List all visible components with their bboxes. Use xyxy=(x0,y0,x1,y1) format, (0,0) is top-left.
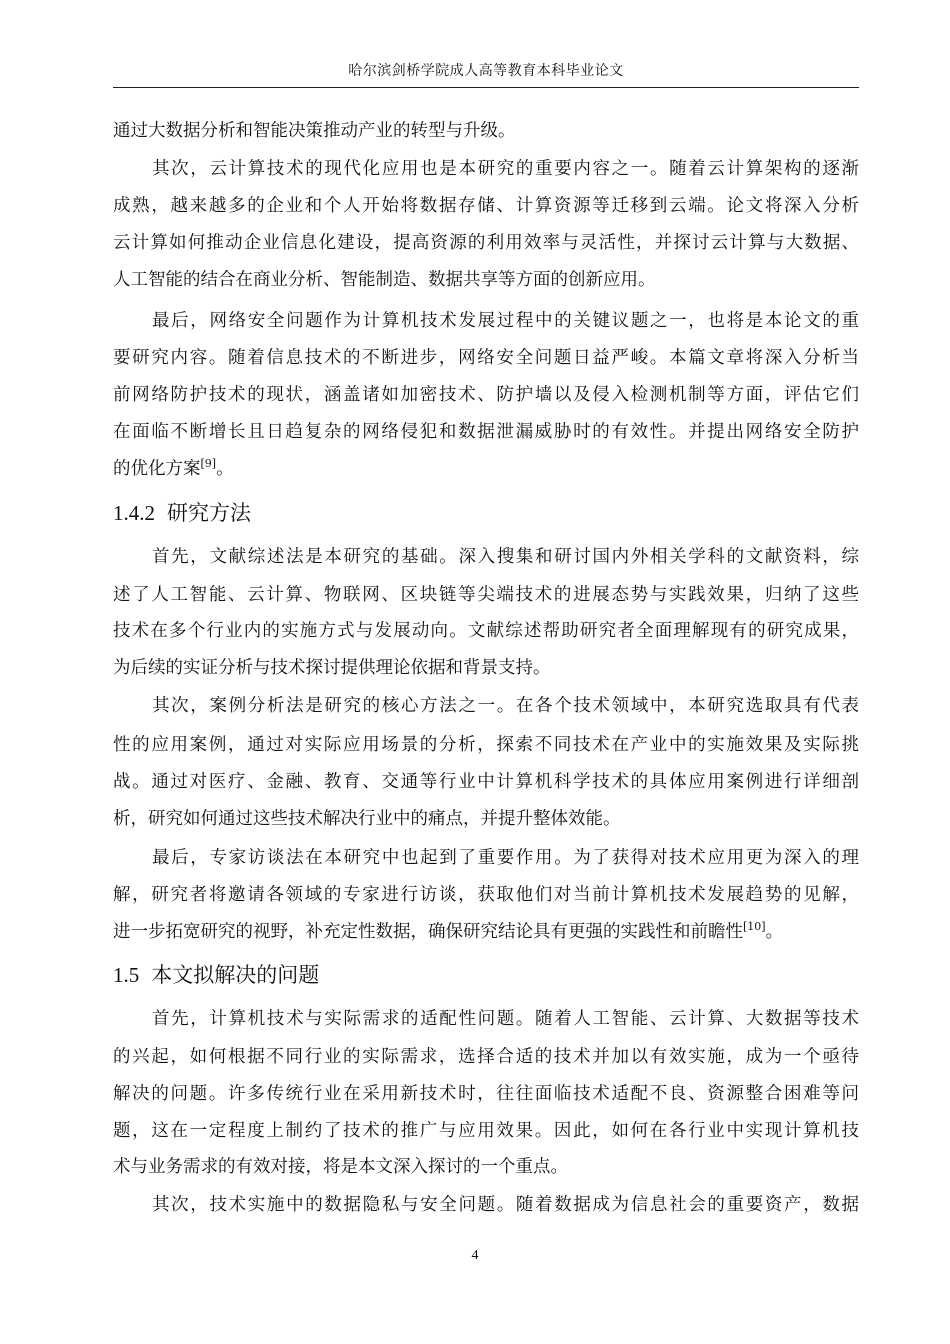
line-end: 。 xyxy=(216,459,234,479)
text-line: 在面临不断增长且日趋复杂的网络侵犯和数据泄漏威胁时的有效性。并提出网络安全防护 xyxy=(113,422,859,442)
text-line: 成熟，越来越多的企业和个人开始将数据存储、计算资源等迁移到云端。论文将深入分析 xyxy=(113,196,859,216)
text-line: 析，研究如何通过这些技术解决行业中的痛点，并提升整体效能。 xyxy=(113,809,621,829)
line-text: 进一步拓宽研究的视野，补充定性数据，确保研究结论具有更强的实践性和前瞻性 xyxy=(113,922,743,942)
text-line: 最后，网络安全问题作为计算机技术发展过程中的关键议题之一，也将是本论文的重 xyxy=(152,311,859,331)
text-line: 的兴起，如何根据不同行业的实际需求，选择合适的技术并加以有效实施，成为一个亟待 xyxy=(113,1047,859,1067)
text-line: 云计算如何推动企业信息化建设，提高资源的利用效率与灵活性，并探讨云计算与大数据、 xyxy=(113,233,859,253)
text-line: 解，研究者将邀请各领域的专家进行访谈，获取他们对当前计算机技术发展趋势的见解， xyxy=(113,885,859,905)
page-number: 4 xyxy=(471,1248,479,1263)
section-title: 本文拟解决的问题 xyxy=(151,963,320,987)
section-heading xyxy=(113,500,251,526)
section-number: 1.5 xyxy=(113,963,140,987)
running-header: 哈尔滨剑桥学院成人高等教育本科毕业论文 xyxy=(348,63,624,79)
text-line: 解决的问题。许多传统行业在采用新技术时，往往面临技术适配不良、资源整合困难等问 xyxy=(113,1084,859,1104)
text-line xyxy=(113,458,859,480)
line-end: 。 xyxy=(765,922,784,942)
text-line: 人工智能的结合在商业分析、智能制造、数据共享等方面的创新应用。 xyxy=(113,270,656,290)
text-line: 技术在多个行业内的实施方式与发展动向。文献综述帮助研究者全面理解现有的研究成果， xyxy=(113,621,859,641)
text-line: 通过大数据分析和智能决策推动产业的转型与升级。 xyxy=(113,121,516,141)
text-line: 性的应用案例，通过对实际应用场景的分析，探索不同技术在产业中的实施效果及实际挑 xyxy=(113,735,859,755)
line-text: 的优化方案 xyxy=(113,459,201,479)
text-line: 为后续的实证分析与技术探讨提供理论依据和背景支持。 xyxy=(113,658,551,678)
text-line xyxy=(113,921,859,943)
text-line: 最后，专家访谈法在本研究中也起到了重要作用。为了获得对技术应用更为深入的理 xyxy=(152,848,859,868)
citation: [9] xyxy=(200,457,217,471)
text-line: 其次，云计算技术的现代化应用也是本研究的重要内容之一。随着云计算架构的逐渐 xyxy=(152,159,859,179)
text-line: 首先，文献综述法是本研究的基础。深入搜集和研讨国内外相关学科的文献资料，综 xyxy=(152,547,859,567)
text-line: 题，这在一定程度上制约了技术的推广与应用效果。因此，如何在各行业中实现计算机技 xyxy=(113,1121,859,1141)
section-heading xyxy=(113,962,319,988)
text-line: 其次，案例分析法是研究的核心方法之一。在各个技术领域中，本研究选取具有代表 xyxy=(152,696,859,716)
section-number: 1.4.2 xyxy=(113,501,155,525)
text-line: 要研究内容。随着信息技术的不断进步，网络安全问题日益严峻。本篇文章将深入分析当 xyxy=(113,348,859,368)
text-line: 战。通过对医疗、金融、教育、交通等行业中计算机科学技术的具体应用案例进行详细剖 xyxy=(113,772,859,792)
header-rule xyxy=(113,87,859,88)
text-line: 首先，计算机技术与实际需求的适配性问题。随着人工智能、云计算、大数据等技术 xyxy=(152,1009,859,1029)
text-line: 前网络防护技术的现状，涵盖诸如加密技术、防护墙以及侵入检测机制等方面，评估它们 xyxy=(113,385,859,405)
text-line: 述了人工智能、云计算、物联网、区块链等尖端技术的进展态势与实践效果，归纳了这些 xyxy=(113,585,859,605)
text-line: 术与业务需求的有效对接，将是本文深入探讨的一个重点。 xyxy=(113,1157,568,1177)
text-line: 其次，技术实施中的数据隐私与安全问题。随着数据成为信息社会的重要资产，数据 xyxy=(152,1195,859,1215)
section-title: 研究方法 xyxy=(167,501,251,525)
citation: [10] xyxy=(743,920,766,934)
